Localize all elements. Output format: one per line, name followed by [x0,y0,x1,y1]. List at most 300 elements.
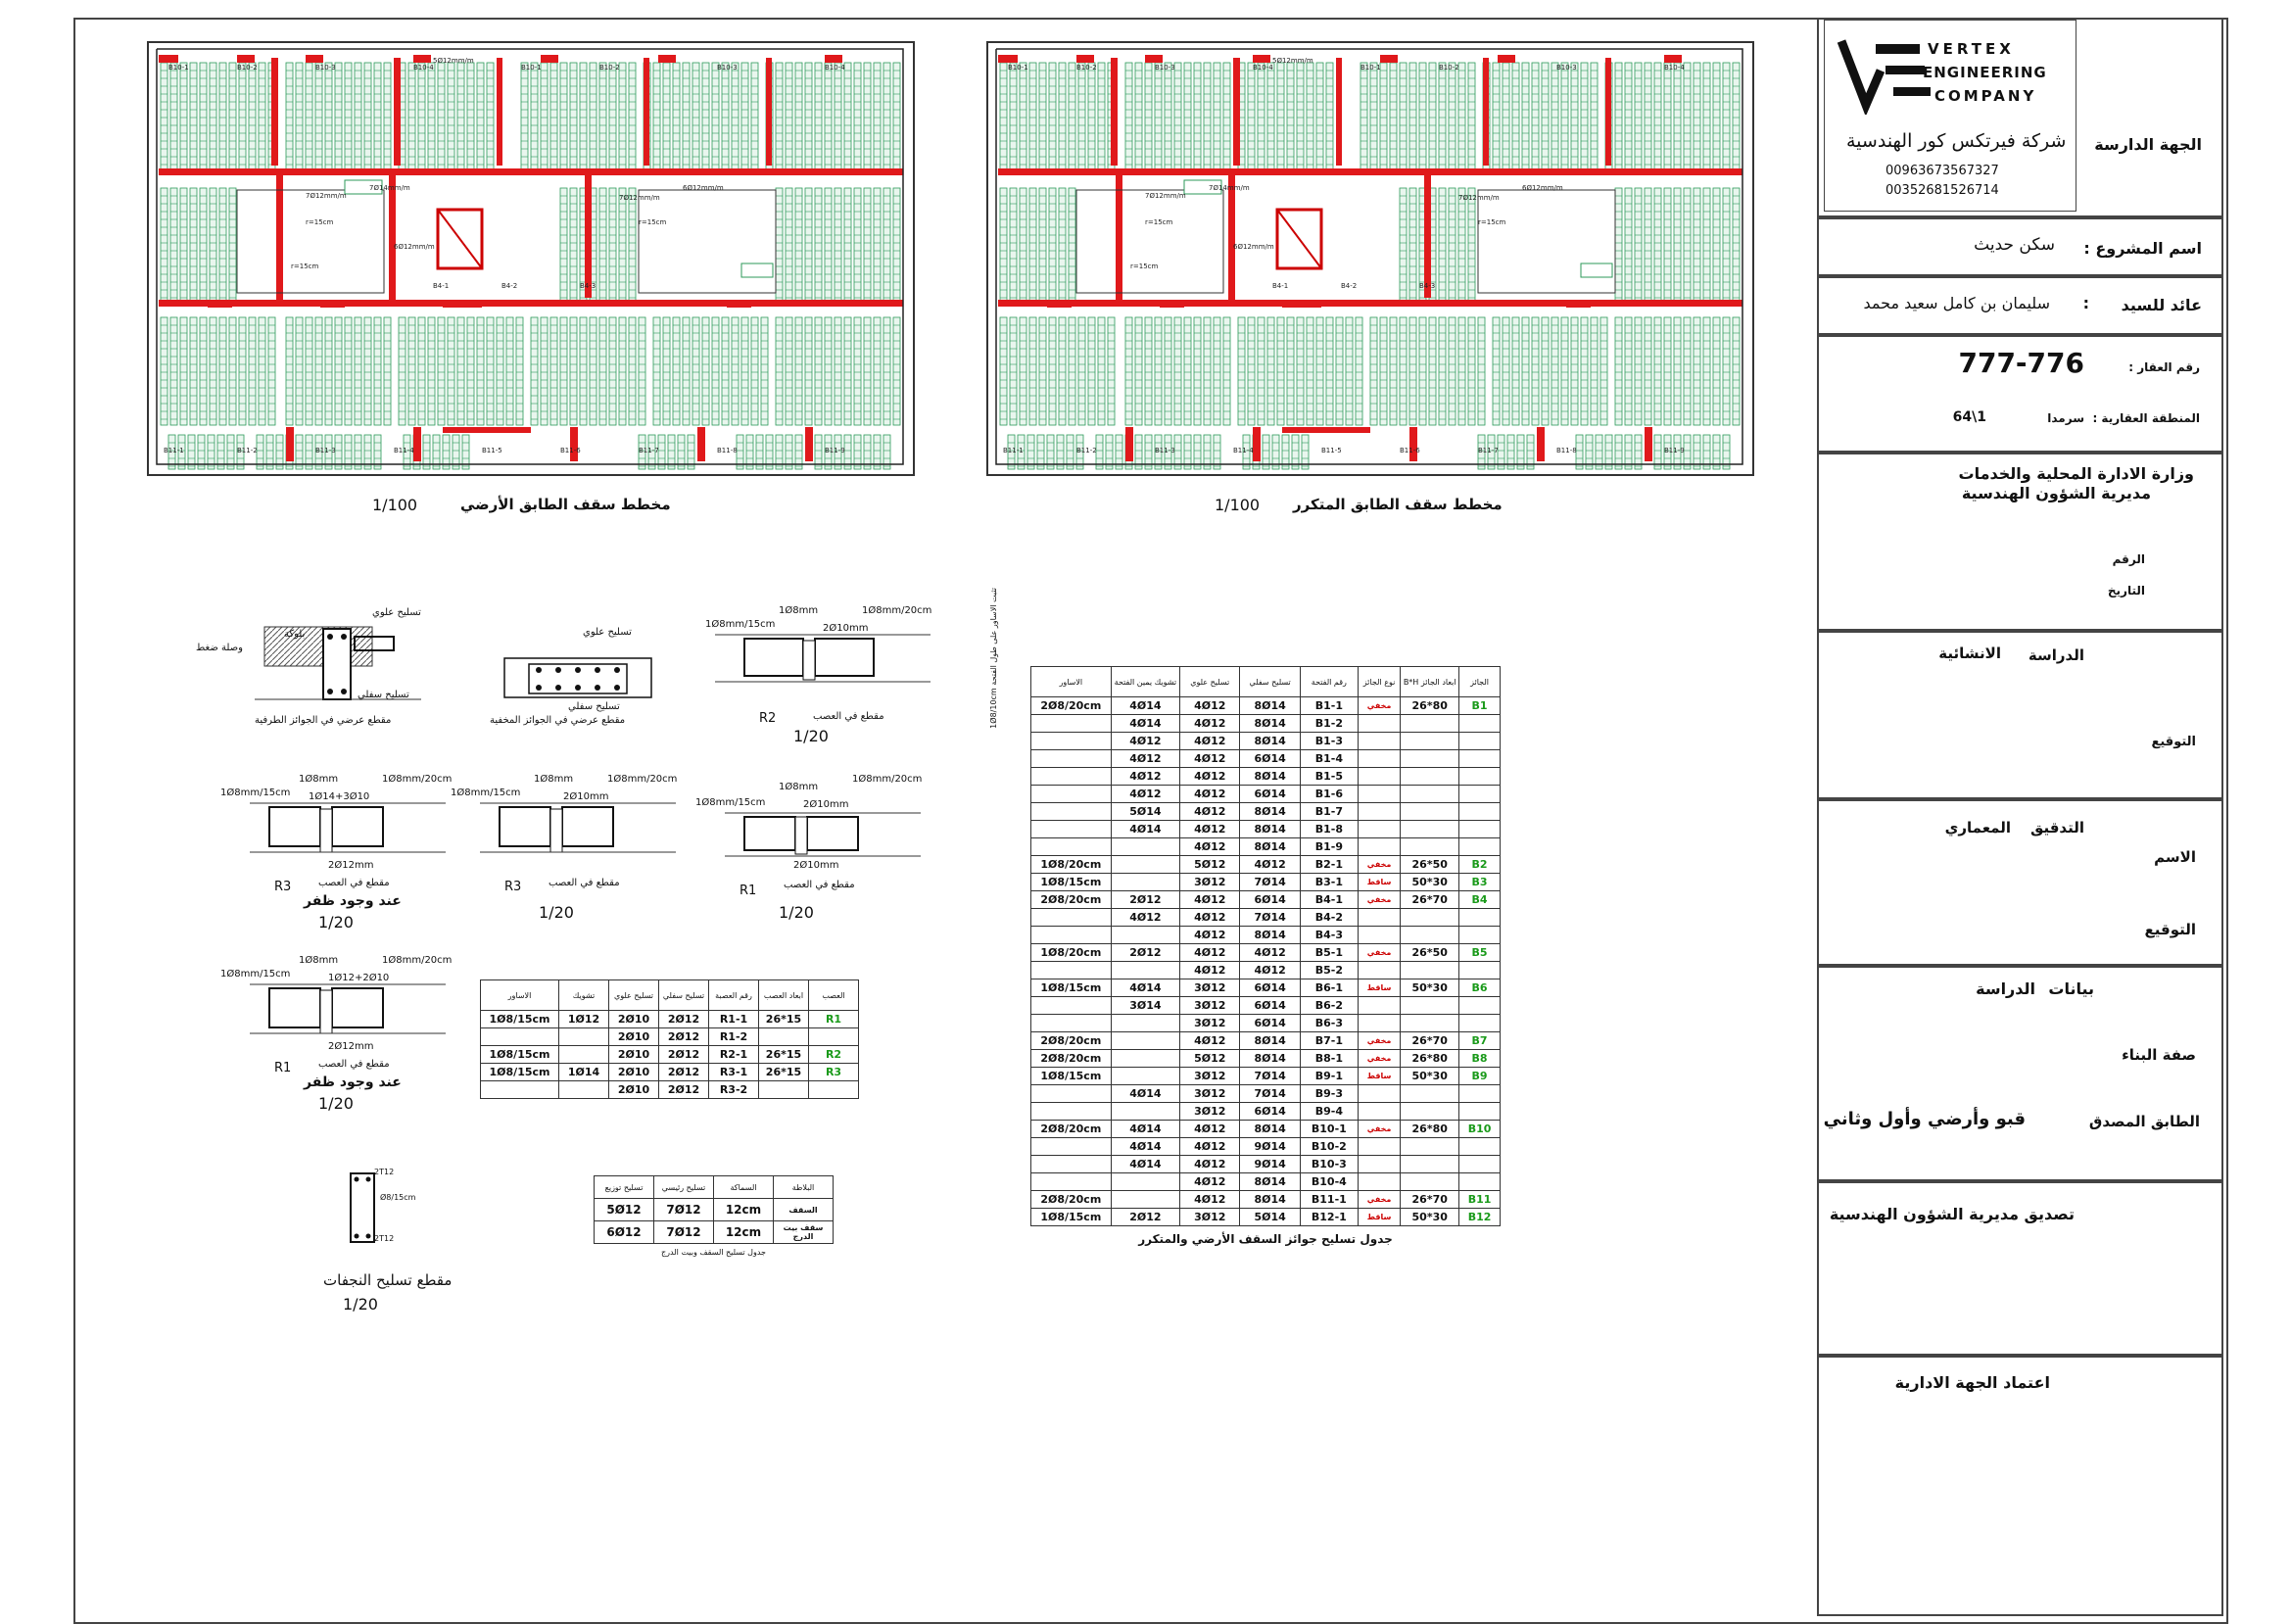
rib-strip [732,63,739,170]
rib-strip [1307,317,1313,425]
rib-strip [1409,188,1416,306]
beam-red [237,55,255,63]
rib-strip [805,317,812,425]
rib-strip [599,317,606,425]
rib-strip [1248,63,1255,170]
rib-strip [692,63,699,170]
rib-strip [874,188,881,306]
rib-strip [418,63,425,170]
rib-strip [467,63,474,170]
beam-red [825,55,842,63]
rib-strip [1503,317,1509,425]
rib-strip [570,188,577,306]
beam-red [585,175,592,298]
rib-strip [487,63,494,170]
rib-strip [1214,63,1220,170]
rib-strip [1316,63,1323,170]
rib-strip [1125,317,1132,425]
beam-red [159,300,903,307]
rib-strip [487,317,494,425]
rib-strip [786,317,792,425]
rib-strip [844,63,851,170]
beam-label-bottom: B11-3 [315,447,336,454]
rib-strip [249,63,256,170]
rib-strip [335,63,342,170]
beam-label-bottom: B11-4 [394,447,414,454]
rib-strip [1542,317,1549,425]
rib-strip [200,188,207,306]
beam-red [306,55,323,63]
rib-strip [893,188,900,306]
rib-strip [325,63,332,170]
typical-floor-roof-plan [986,41,1754,476]
rib-strip [893,63,900,170]
rib-strip [1287,63,1294,170]
rib-strip [893,317,900,425]
rib-strip [1020,317,1026,425]
rib-strip [1346,317,1353,425]
rib-strip [1532,317,1539,425]
rib-strip [1733,188,1740,306]
rib-strip [1059,188,1066,306]
beam-label-bottom: B11-5 [482,447,502,454]
beam-red [159,55,178,63]
rib-strip [521,63,528,170]
rib-strip [531,63,538,170]
rebar-note: 6Ø12mm/m [394,243,435,251]
rib-strip [219,188,226,306]
rib-strip [1000,188,1007,306]
rib-strip [1297,63,1304,170]
rib-strip [1108,317,1115,425]
rib-strip [570,317,577,425]
rib-strip [629,63,636,170]
rib-strip [1039,317,1046,425]
rib-strip [1468,317,1475,425]
rib-strip [1581,317,1588,425]
rib-strip [712,317,719,425]
rib-strip [219,317,226,425]
rib-strip [1449,188,1456,306]
rib-strip [229,63,236,170]
rib-strip [1400,188,1407,306]
rib-strip [1194,63,1201,170]
rib-strip [776,317,783,425]
rib-strip [732,317,739,425]
beam-label-mid: B4-2 [501,282,517,290]
rib-strip [825,317,832,425]
rib-strip [229,317,236,425]
rib-strip [1078,63,1085,170]
rib-strip [306,63,312,170]
rib-strip [653,63,660,170]
rib-strip [1165,63,1171,170]
rib-strip [1694,63,1700,170]
rib-strip [296,317,303,425]
rib-strip [1713,63,1720,170]
rib-strip [673,317,680,425]
rib-strip [844,188,851,306]
rib-strip [1419,317,1426,425]
rib-strip [609,63,616,170]
beam-red [462,300,482,308]
rib-strip [457,63,464,170]
beam-red [443,427,531,433]
rib-strip [854,188,861,306]
rib-strip [1326,317,1333,425]
rib-strip [835,188,841,306]
rib-strip [864,188,871,306]
rib-strip [1591,63,1598,170]
rib-strip [1390,317,1397,425]
rib-strip [1029,317,1036,425]
beam-red [697,427,705,461]
rib-strip [418,317,425,425]
rib-strip [1439,63,1446,170]
rib-strip [1532,63,1539,170]
ground-floor-roof-plan [147,41,915,476]
rib-strip [1204,317,1211,425]
beam-red [541,55,558,63]
beam-red [413,55,431,63]
rib-strip [467,317,474,425]
rib-strip [180,188,187,306]
plan-drawing [149,43,913,474]
rib-strip [239,63,246,170]
beam-label-mid: B4-3 [580,282,596,290]
rib-strip [1174,317,1181,425]
rib-strip [1542,63,1549,170]
rib-strip [1059,317,1066,425]
rib-strip [438,317,445,425]
rib-strip [1449,63,1456,170]
beam-red [644,58,649,166]
rib-strip [1258,63,1265,170]
rib-strip [1098,63,1105,170]
rib-strip [1522,63,1529,170]
rib-strip [883,317,890,425]
rib-strip [580,317,587,425]
rib-strip [541,317,548,425]
rib-strip [1010,188,1017,306]
rib-strip [1419,63,1426,170]
rib-strip [170,63,177,170]
rib-strip [477,317,484,425]
rib-strip [1561,317,1568,425]
rib-strip [1184,317,1191,425]
rib-strip [286,317,293,425]
rib-strip [384,317,391,425]
beam-label-bottom: B11-7 [639,447,659,454]
rib-strip [448,317,454,425]
rib-strip [570,63,577,170]
rib-strip [229,188,236,306]
rib-strip [1000,317,1007,425]
beam-red [208,300,232,308]
rib-strip [1400,63,1407,170]
rib-strip [1512,317,1519,425]
rib-strip [1694,188,1700,306]
rib-strip [883,188,890,306]
rib-strip [1380,317,1387,425]
plan-title-ground: مخطط سقف الطابق الأرضي [460,496,671,513]
rib-strip [1223,63,1230,170]
rib-strip [374,63,381,170]
rib-strip [825,188,832,306]
beam-label-top: B10-4 [825,64,845,72]
rib-strip [1000,63,1007,170]
rib-strip [609,188,616,306]
rib-strip [609,317,616,425]
rebar-note: 6Ø12mm/m [683,184,724,192]
rib-strip [722,317,729,425]
beam-label-bottom: B11-8 [717,447,738,454]
rib-strip [692,317,699,425]
rib-strip [629,188,636,306]
rib-strip [170,317,177,425]
rib-strip [1020,188,1026,306]
beam-red [497,58,502,166]
rib-strip [1316,317,1323,425]
rib-strip [219,63,226,170]
beam-red [320,300,345,308]
beam-red [805,427,813,461]
beam-label-top: B10-1 [521,64,542,72]
rib-strip [1468,63,1475,170]
rib-strip [161,188,167,306]
rib-strip [364,317,371,425]
rib-strip [1039,63,1046,170]
rib-strip [315,317,322,425]
rib-strip [795,317,802,425]
rib-strip [1615,63,1622,170]
rib-strip [296,63,303,170]
rib-strip [580,63,587,170]
rib-strip [864,63,871,170]
rib-strip [751,317,758,425]
spacing-note: r=15cm [639,218,666,226]
rib-strip [355,317,361,425]
rib-strip [190,317,197,425]
rib-strip [306,317,312,425]
rib-strip [1088,63,1095,170]
rib-strip [1635,63,1642,170]
rib-strip [335,317,342,425]
rib-strip [210,63,216,170]
rib-strip [629,317,636,425]
rib-strip [1059,63,1066,170]
rib-strip [1635,188,1642,306]
rib-strip [560,188,567,306]
rib-strip [1664,63,1671,170]
rib-strip [477,63,484,170]
rib-strip [1174,63,1181,170]
rib-strip [1204,63,1211,170]
rib-strip [1458,317,1465,425]
rib-strip [190,63,197,170]
rib-strip [1194,317,1201,425]
beam-red [727,300,751,308]
beam-label-top: B10-4 [413,64,434,72]
rib-strip [286,63,293,170]
rib-strip [835,63,841,170]
rib-strip [1078,317,1085,425]
rebar-note: 7Ø12mm/m [619,194,660,202]
rib-strip [550,63,557,170]
rib-strip [1429,317,1436,425]
beam-red [766,58,772,166]
beam-label-top: B10-3 [717,64,738,72]
beam-red [394,58,401,166]
rib-strip [776,63,783,170]
rib-strip [1069,317,1075,425]
rib-strip [1356,317,1362,425]
rib-strip [795,188,802,306]
rib-strip [1049,188,1056,306]
rib-strip [1029,63,1036,170]
rib-strip [1039,188,1046,306]
rib-strip [1571,317,1578,425]
plan-drawing [988,43,1752,474]
rib-strip [1522,317,1529,425]
rib-strip [1645,63,1651,170]
rib-strip [560,317,567,425]
spacing-note: r=15cm [306,218,333,226]
rib-strip [883,63,890,170]
rib-strip [1478,317,1485,425]
rib-strip [1326,63,1333,170]
rib-strip [1468,188,1475,306]
rib-strip [200,317,207,425]
rib-strip [1654,63,1661,170]
rib-strip [1277,63,1284,170]
rib-strip [161,317,167,425]
rib-strip [1020,63,1026,170]
beam-red [443,300,462,308]
beam-label-top: B10-2 [237,64,258,72]
rib-strip [1654,188,1661,306]
opening-2 [741,263,773,277]
rib-strip [1010,317,1017,425]
beam-label-bottom: B11-6 [560,447,581,454]
beam-red [413,427,421,461]
rib-strip [438,63,445,170]
beam-label-mid: B4-1 [433,282,449,290]
rib-strip [1165,317,1171,425]
rib-strip [161,63,167,170]
rebar-note: 5Ø12mm/m [433,57,474,65]
rib-strip [1088,317,1095,425]
rib-strip [531,317,538,425]
rib-strip [619,317,626,425]
rib-strip [1615,188,1622,306]
rib-strip [259,317,265,425]
rib-strip [325,317,332,425]
beam-red [286,427,294,461]
plan-scale-ground: 1/100 [372,496,417,514]
rib-strip [249,317,256,425]
rib-strip [210,317,216,425]
rib-strip [786,188,792,306]
rib-strip [374,317,381,425]
rib-strip [702,63,709,170]
rib-strip [1277,317,1284,425]
rib-strip [1674,63,1681,170]
beam-label-top: B10-3 [315,64,336,72]
rib-strip [345,317,352,425]
rib-strip [1267,63,1274,170]
rib-strip [1184,63,1191,170]
rib-strip [805,63,812,170]
rib-strip [1049,63,1056,170]
rib-strip [541,63,548,170]
rib-strip [1400,317,1407,425]
rib-strip [1135,317,1142,425]
rib-strip [1713,188,1720,306]
rib-strip [1439,317,1446,425]
rib-strip [825,63,832,170]
beam-red [570,427,578,461]
rib-strip [428,63,435,170]
rib-strip [428,317,435,425]
rib-strip [683,317,690,425]
rib-strip [1267,317,1274,425]
rib-strip [1429,63,1436,170]
rib-strip [1493,317,1500,425]
rib-strip [673,63,680,170]
beam-red [271,58,278,166]
rib-strip [874,317,881,425]
rib-strip [619,188,626,306]
rib-strip [815,63,822,170]
rib-strip [1571,63,1578,170]
rib-strip [1493,63,1500,170]
rib-strip [1645,188,1651,306]
rib-strip [590,317,597,425]
rib-strip [1503,63,1509,170]
rib-strip [516,317,523,425]
rib-strip [1155,63,1162,170]
rib-strip [1010,63,1017,170]
beam-label-bottom: B11-2 [237,447,258,454]
rib-strip [1214,317,1220,425]
rib-strip [712,63,719,170]
rib-strip [741,317,748,425]
rib-strip [200,63,207,170]
rib-strip [1370,63,1377,170]
rib-strip [180,63,187,170]
rib-strip [1458,188,1465,306]
rib-strip [1307,63,1313,170]
rib-strip [1561,63,1568,170]
rib-strip [1674,188,1681,306]
spacing-note: r=15cm [291,263,318,270]
rib-strip [1409,317,1416,425]
rib-strip [722,63,729,170]
rib-strip [751,63,758,170]
rib-strip [599,188,606,306]
rib-strip [874,63,881,170]
rib-strip [835,317,841,425]
rib-strip [1625,63,1632,170]
rib-strip [761,317,768,425]
rib-strip [653,317,660,425]
rib-strip [506,317,513,425]
rib-strip [1458,63,1465,170]
rib-strip [180,317,187,425]
beam-red [658,55,676,63]
rib-strip [1723,188,1730,306]
